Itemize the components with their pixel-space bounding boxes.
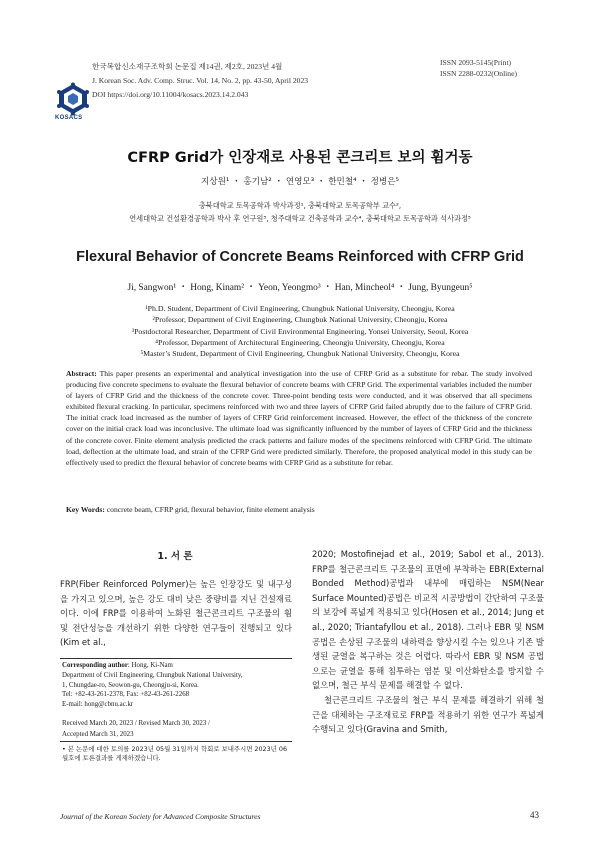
keywords-text: concrete beam, CFRP grid, flexural behavior, finite element analysis [106, 505, 315, 514]
keywords [66, 505, 532, 514]
intro-left-column: FRP(Fiber Reinforced Polymer)는 높은 인장강도 및 내구성을 가지고 있으며, 높은 강도 대비 낮은 중량비를 지닌 건설재료이다. 이에 FRP를 이용하여 노화된 철근콘크리트 구조물의 휨 및 전단성능을 개선하기 위한 다양한 연구들이 진행되고 있다(Kim et al., [60, 579, 292, 648]
corresponding-dept: Department of Civil Engineering, Chungbuk National University, [62, 671, 243, 679]
affiliation-ko-line: 연세대학교 건설환경공학과 박사 후 연구원³, 청주대학교 건축공학과 교수⁴, 충북대학교 토목공학과 석사과정⁵ [129, 214, 471, 223]
journal-name-ko: 한국복합신소재구조학회 논문집 제14권, 제2호, 2023년 4월 [92, 62, 283, 71]
paragraph: 2020; Mostofinejad et al., 2019; Sabol et al., 2013). FRP를 철근콘크리트 구조물의 표면에 부착하는 EBR(External Bonded Method)공법과 내부에 매립하는 NSM(Near Surface Mounted)공법은 비교적 시공방법이 간단하여 구조물의 보강에 폭넓게 적용되고 있다(Hosen et al., 2014; Jung et al., 2020; Triantafyllou et al., 2018). 그러나 EBR 및 NSM공법은 손상된 구조물의 내하력을 향상시킬 수는 있으나 기존 발생된 균열을 복구하는 것은 어렵다. 따라서 EBR 및 NSM 공법으로는 균열을 통해 침투하는 염분 및 이산화탄소를 방지할 수 없으며, 철근 부식 문제를 해결할 수 없다. [312, 549, 544, 691]
keywords-label: Key Words: [66, 505, 105, 514]
journal-header [92, 60, 402, 102]
affiliations-english [40, 303, 560, 359]
accepted-line: Accepted March 31, 2023 [62, 731, 134, 738]
footer-journal-name: Journal of the Korean Society for Advanced Composite Structures [60, 812, 261, 821]
divider [60, 658, 292, 659]
logo-text: KOSACS [55, 115, 83, 121]
affiliations-korean [20, 199, 580, 225]
section-heading: 1. 서 론 [157, 551, 193, 562]
divider [60, 741, 292, 742]
title-korean: CFRP Grid가 인장재로 사용된 콘크리트 보의 휨거동 [127, 150, 473, 166]
issn-online: ISSN 2288-0232(Online) [440, 68, 517, 78]
abstract-text: This paper presents an experimental and analytical investigation into the use of CFRP Grid as a substitute for rebar. The study involved producing five concrete specimens to evaluate the flexural behavior of concrete beams with CFRP Grid. The experimental variables included the number of layers of CFRP Grid and the thickness of the concrete cover. Three-point bending tests were conducted, and it was observed that all specimens exhibited flexural cracking. In particular, specimens reinforced with two and three layers of CFRP Grid failed abruptly due to the failure of CFRP Grid. The initial crack load increased as the number of layers of CFRP Grid reinforcement increased. However, the effect of the thickness of the concrete cover on the initial crack load was inconclusive. The ultimate load was significantly influenced by the number of layers of CFRP Grid and the thickness of the concrete cover. Finite element analysis predicted the crack patterns and failure modes of the specimens reinforced with CFRP Grid. The ultimate load, deflection at the ultimate load, and strain of the CFRP Grid were predicted similarly. Therefore, the proposed analytical model in this study can be effectively used to predict the flexural behavior of concrete beams with CFRP Grid as a substitute for rebar. [66, 369, 532, 467]
doi-link[interactable]: DOI https://doi.org/10.11004/kosacs.2023.14.2.043 [92, 90, 249, 99]
abstract [66, 368, 532, 468]
received-line: Received March 20, 2023 / Revised March 30, 2023 / [62, 720, 210, 727]
received-dates [62, 718, 294, 740]
corresponding-email[interactable]: E-mail: hong@cbnu.ac.kr [62, 701, 134, 709]
affiliation-en-line: ⁵Master’s Student, Department of Civil Engineering, Chungbuk National University, Cheongju, Korea [140, 349, 460, 359]
corresponding-label: Corresponding author [62, 662, 128, 669]
authors-korean: 지상원¹ ・ 홍기남² ・ 연영모³ ・ 한민철⁴ ・ 정병은⁵ [201, 177, 399, 187]
issn-print: ISSN 2093-5145(Print) [440, 58, 512, 67]
affiliation-ko-line: 충북대학교 토목공학과 박사과정¹, 충북대학교 토목공학부 교수², [198, 201, 402, 210]
intro-right-column [312, 547, 544, 737]
page-number: 43 [530, 810, 539, 820]
abstract-label: Abstract: [66, 369, 97, 378]
authors-english: Ji, Sangwon¹ ・ Hong, Kinam² ・ Yeon, Yeongmo³ ・ Han, Mincheol⁴ ・ Jung, Byungeun⁵ [127, 283, 473, 293]
issn-block [440, 58, 570, 79]
affiliation-en-line: ²Professor, Department of Civil Engineering, Chungbuk National University, Cheongju, Korea [152, 315, 448, 325]
affiliation-en-line: ¹Ph.D. Student, Department of Civil Engineering, Chungbuk National University, Cheongju, Korea [145, 304, 455, 313]
affiliation-en-line: ⁴Professor, Department of Architectural Engineering, Cheongju University, Cheongju, Korea [155, 337, 445, 347]
corresponding-tel: Tel: +82-43-261-2378, Fax: +82-43-261-2268 [62, 691, 190, 699]
corresponding-name: : Hong, Ki-Nam [127, 662, 173, 669]
paragraph: 철근콘크리트 구조물의 철근 부식 문제를 해결하기 위해 철근을 대체하는 구조재료로 FRP를 적용하기 위한 연구가 폭넓게 수행되고 있다(Gravina and Smith, [312, 694, 544, 735]
corresponding-address: 1, Chungdae-ro, Seowon-gu, Cheongju-si, Korea. [62, 681, 199, 689]
journal-citation: J. Korean Soc. Adv. Comp. Struc. Vol. 14, No. 2, pp. 43-50, April 2023 [92, 76, 309, 85]
corresponding-author-box [62, 661, 294, 710]
title-english: Flexural Behavior of Concrete Beams Reinforced with CFRP Grid [76, 249, 524, 265]
discussion-note: • 본 논문에 대한 토의를 2023년 05월 31일까지 학회로 보내주시면 2023년 06월호에 토론결과를 게재하겠습니다. [62, 745, 288, 762]
affiliation-en-line: ³Postdoctoral Researcher, Department of Civil Environmental Engineering, Yonsei University, Seoul, Korea [131, 326, 469, 336]
